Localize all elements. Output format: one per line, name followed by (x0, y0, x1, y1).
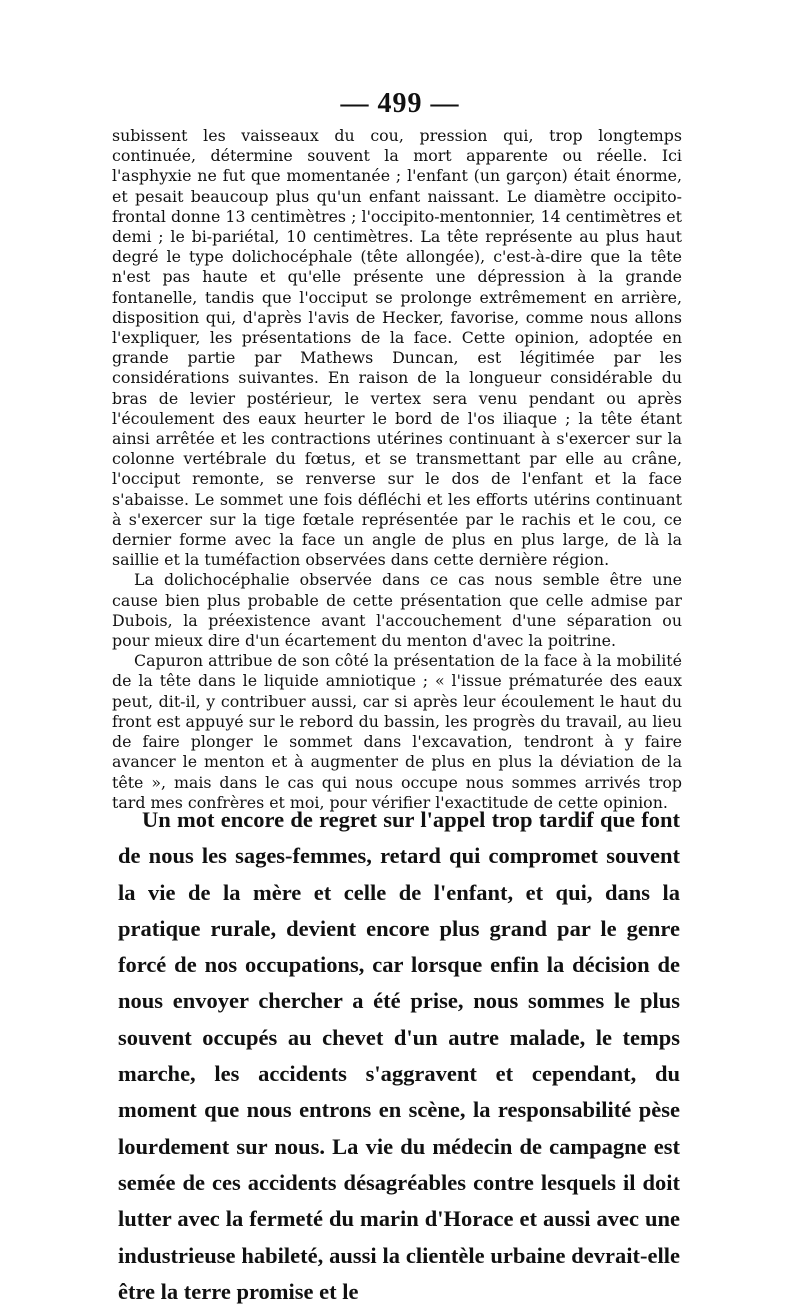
paragraph-case-description: subissent les vaisseaux du cou, pression qui, trop longtemps continuée, détermine souvent la mort apparente ou réelle. Ici l'asphyxie ne fut que momentanée ; l'enfant (un garçon) était énorme, et pesait beaucoup plus qu'un enfant naissant. Le diamètre occipito-frontal donne 13 centimètres ; l'occipito-mentonnier, 14 centimètres et demi ; le bi-pariétal, 10 centimètres. La tête représente au plus haut degré le type dolichocéphale (tête allongée), c'est-à-dire que la tête n'est pas haute et qu'elle présente une dépression à la grande fontanelle, tandis que l'occiput se prolonge extrêmement en arrière, disposition qui, d'après l'avis de Hecker, favorise, comme nous allons l'expliquer, les présentations de la face. Cette opinion, adoptée en grande partie par Mathews Duncan, est légitimée par les considérations suivantes. En raison de la longueur considérable du bras de levier postérieur, le vertex sera venu pendant ou après l'écoulement des eaux heurter le bord de l'os iliaque ; la tête étant ainsi arrêtée et les contractions utérines continuant à s'exercer sur la colonne vertébrale du fœtus, et se transmettant par elle au crâne, l'occiput remonte, se renverse sur le dos de l'enfant et la face s'abaisse. Le sommet une fois défléchi et les efforts utérins continuant à s'exercer sur la tige fœtale représentée par le rachis et le cou, ce dernier forme avec la face un angle de plus en plus large, de là la saillie et la tuméfaction observées dans cette dernière région. (112, 126, 682, 570)
paragraph-capuron: Capuron attribue de son côté la présentation de la face à la mobilité de la tête dans le liquide amniotique ; « l'issue prématurée des eaux peut, dit-il, y contribuer aussi, car si après leur écoulement le haut du front est appuyé sur le rebord du bassin, les progrès du travail, au lieu de faire plonger le sommet dans l'excavation, tendront à y faire avancer le menton et à augmenter de plus en plus la déviation de la tête », mais dans le cas qui nous occupe nous sommes arrivés trop tard mes confrères et moi, pour vérifier l'exactitude de cette opinion. (112, 651, 682, 812)
small-print-section (112, 126, 682, 813)
paragraph-dolichocephaly: La dolichocéphalie observée dans ce cas nous semble être une cause bien plus probable de cette présentation que celle admise par Dubois, la préexistence avant l'accouchement d'une séparation ou pour mieux dire d'un écartement du menton d'avec la poitrine. (112, 570, 682, 651)
large-print-section (118, 802, 680, 1310)
paragraph-regret: Un mot encore de regret sur l'appel trop tardif que font de nous les sages-femmes, retard qui compromet souvent la vie de la mère et celle de l'enfant, et qui, dans la pratique rurale, devient encore plus grand par le genre forcé de nos occupations, car lorsque enfin la décision de nous envoyer chercher a été prise, nous sommes le plus souvent occupés au chevet d'un autre malade, le temps marche, les accidents s'aggravent et cependant, du moment que nous entrons en scène, la responsabilité pèse lourdement sur nous. La vie du médecin de campagne est semée de ces accidents désagréables contre lesquels il doit lutter avec la fermeté du marin d'Horace et aussi avec une industrieuse habileté, aussi la clientèle urbaine devrait-elle être la terre promise et le (118, 807, 680, 1304)
page-number: — 499 — (340, 88, 460, 119)
